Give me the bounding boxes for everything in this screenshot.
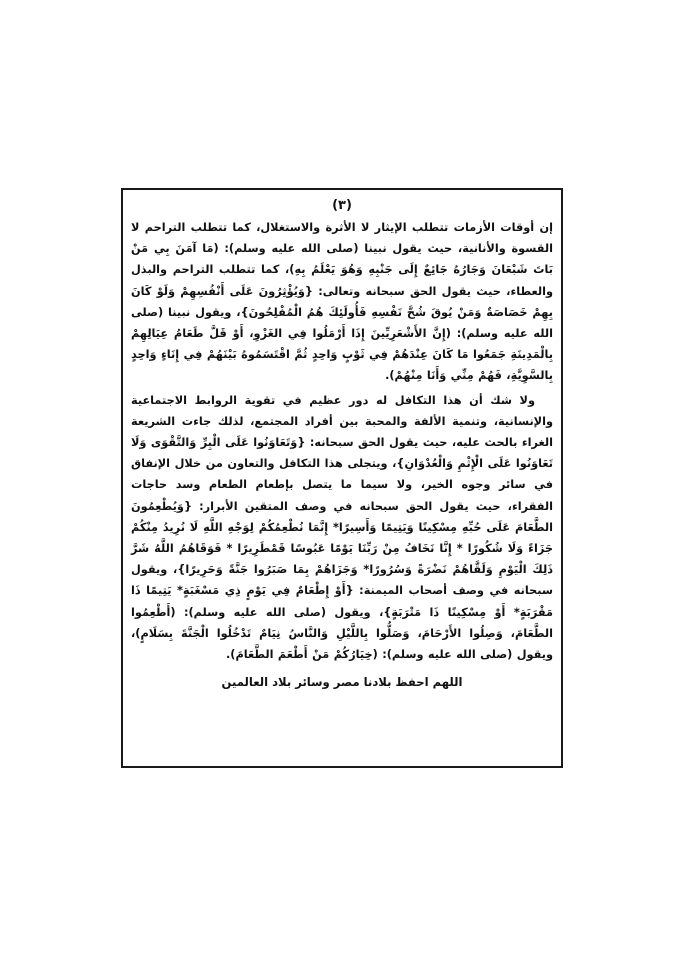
closing-prayer: اللهم احفظ بلادنا مصر وسائر بلاد العالمين [221,675,463,690]
page-frame [121,188,563,768]
paragraph-crisis-altruism: إن أوقات الأزمات تتطلب الإيثار لا الأثرة والاستغلال، كما تتطلب التراحم لا القسوة والأنانية، حيث يقول نبينا (صلى الله عليه وسلم): (مَا آمَنَ بِي مَنْ بَاتَ شَبْعَانَ وَجَارُهُ جَائِعٌ إِلَى جَنْبِهِ وَهُوَ يَعْلَمُ بِهِ)، كما تتطلب التراحم والبذل والعطاء، حيث يقول الحق سبحانه وتعالى: {وَيُؤْثِرُونَ عَلَى أَنْفُسِهِمْ وَلَوْ كَانَ بِهِمْ خَصَاصَةٌ وَمَنْ يُوقَ شُحَّ نَفْسِهِ فَأُولَئِكَ هُمُ الْمُفْلِحُونَ}، ويقول نبينا (صلى الله عليه وسلم): (إِنَّ الأَشْعَرِيِّينَ إِذَا أَرْمَلُوا فِي الغَزْوِ، أَوْ قَلَّ طَعَامُ عِيَالِهِمْ بِالْمَدِينَةِ جَمَعُوا مَا كَانَ عِنْدَهُمْ فِي ثَوْبٍ وَاحِدٍ ثُمَّ اقْتَسَمُوهُ بَيْنَهُمْ فِي إِنَاءٍ وَاحِدٍ بِالسَّوِيَّةِ، فَهُمْ مِنِّي وَأَنَا مِنْهُمْ). [131,221,553,383]
paragraph-solidarity: ولا شك أن هذا التكافل له دور عظيم في تقوية الروابط الاجتماعية والإنسانية، وتنمية الألفة والمحبة بين أفراد المجتمع، لذلك جاءت الشريعة الغراء بالحث عليه، حيث يقول الحق سبحانه: {وَتَعَاوَنُوا عَلَى الْبِرِّ وَالتَّقْوَى وَلَا تَعَاوَنُوا عَلَى الْإِثْمِ وَالْعُدْوَانِ}، ويتجلى هذا التكافل والتعاون من خلال الإنفاق في سائر وجوه الخير، ولا سيما ما يتصل بإطعام الطعام وسد حاجات الفقراء، حيث يقول الحق سبحانه في وصف المتقين الأبرار: {وَيُطْعِمُونَ الطَّعَامَ عَلَى حُبِّهِ مِسْكِينًا وَيَتِيمًا وَأَسِيرًا* إِنَّمَا نُطْعِمُكُمْ لِوَجْهِ اللَّهِ لَا نُرِيدُ مِنْكُمْ جَزَاءً وَلَا شُكُورًا * إِنَّا نَخَافُ مِنْ رَبِّنَا يَوْمًا عَبُوسًا قَمْطَرِيرًا * فَوَقَاهُمُ اللَّهُ شَرَّ ذَلِكَ الْيَوْمِ وَلَقَّاهُمْ نَضْرَةً وَسُرُورًا* وَجَزَاهُمْ بِمَا صَبَرُوا جَنَّةً وَحَرِيرًا}، ويقول سبحانه في وصف أصحاب الميمنة: {أَوْ إِطْعَامٌ فِي يَوْمٍ ذِي مَسْغَبَةٍ* يَتِيمًا ذَا مَقْرَبَةٍ* أَوْ مِسْكِينًا ذَا مَتْرَبَةٍ}، ويقول (صلى الله عليه وسلم): (أَطْعِمُوا الطَّعَامَ، وَصِلُوا الأَرْحَامَ، وَصَلُّوا بِاللَّيْلِ وَالنَّاسُ نِيَامٌ تَدْخُلُوا الْجَنَّةَ بِسَلَامٍ)، ويقول (صلى الله عليه وسلم): (خِيَارُكُمْ مَنْ أَطْعَمَ الطَّعَامَ). [131,393,553,662]
page-number: (٣) [332,198,352,213]
